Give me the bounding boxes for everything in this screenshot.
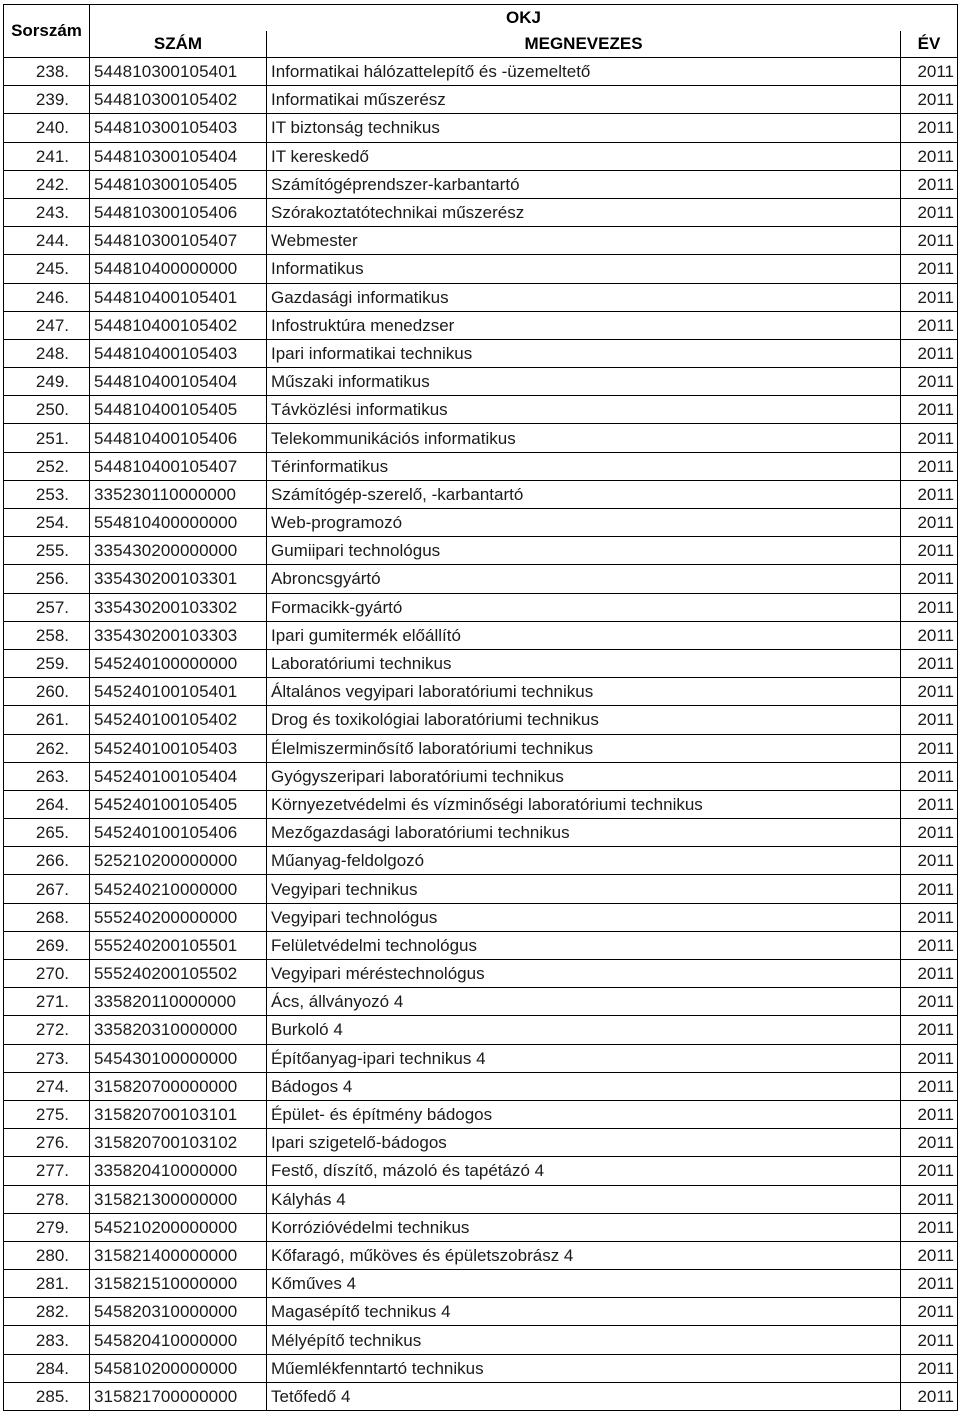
cell-szam: 315821510000000 (90, 1270, 267, 1298)
cell-megnevezes: IT biztonság technikus (267, 114, 901, 142)
cell-ev: 2011 (901, 509, 958, 537)
cell-sorszam: 257. (4, 593, 90, 621)
cell-megnevezes: Webmester (267, 227, 901, 255)
cell-megnevezes: Mélyépítő technikus (267, 1326, 901, 1354)
cell-szam: 544810300105402 (90, 86, 267, 114)
cell-sorszam: 275. (4, 1100, 90, 1128)
table-row (4, 819, 958, 847)
cell-ev: 2011 (901, 988, 958, 1016)
table-row (4, 86, 958, 114)
table-row (4, 509, 958, 537)
cell-szam: 544810400105404 (90, 368, 267, 396)
cell-megnevezes: Informatikai hálózattelepítő és -üzemeltető (267, 58, 901, 86)
table-row (4, 227, 958, 255)
cell-sorszam: 284. (4, 1354, 90, 1382)
table-row (4, 565, 958, 593)
cell-sorszam: 265. (4, 819, 90, 847)
cell-sorszam: 268. (4, 903, 90, 931)
header-szam: SZÁM (90, 31, 267, 58)
cell-megnevezes: Felületvédelmi technológus (267, 931, 901, 959)
cell-szam: 544810400105405 (90, 396, 267, 424)
cell-ev: 2011 (901, 142, 958, 170)
table-row (4, 762, 958, 790)
table-row (4, 875, 958, 903)
cell-ev: 2011 (901, 875, 958, 903)
cell-szam: 315821700000000 (90, 1382, 267, 1410)
table-row (4, 1072, 958, 1100)
cell-szam: 335430200103301 (90, 565, 267, 593)
cell-megnevezes: Gazdasági informatikus (267, 283, 901, 311)
cell-sorszam: 239. (4, 86, 90, 114)
cell-sorszam: 246. (4, 283, 90, 311)
table-row (4, 114, 958, 142)
header-sorszam: Sorszám (4, 5, 90, 58)
cell-szam: 545240100105403 (90, 734, 267, 762)
cell-sorszam: 277. (4, 1157, 90, 1185)
table-row (4, 537, 958, 565)
cell-ev: 2011 (901, 114, 958, 142)
cell-sorszam: 241. (4, 142, 90, 170)
cell-megnevezes: Vegyipari technikus (267, 875, 901, 903)
cell-megnevezes: Informatikai műszerész (267, 86, 901, 114)
cell-megnevezes: Műanyag-feldolgozó (267, 847, 901, 875)
cell-ev: 2011 (901, 537, 958, 565)
table-row (4, 988, 958, 1016)
header-okj: OKJ (90, 5, 958, 32)
cell-megnevezes: Laboratóriumi technikus (267, 649, 901, 677)
cell-megnevezes: Kőműves 4 (267, 1270, 901, 1298)
cell-ev: 2011 (901, 819, 958, 847)
cell-megnevezes: Festő, díszítő, mázoló és tapétázó 4 (267, 1157, 901, 1185)
cell-megnevezes: Mezőgazdasági laboratóriumi technikus (267, 819, 901, 847)
cell-sorszam: 263. (4, 762, 90, 790)
cell-ev: 2011 (901, 255, 958, 283)
cell-sorszam: 272. (4, 1016, 90, 1044)
cell-megnevezes: Épület- és építmény bádogos (267, 1100, 901, 1128)
cell-megnevezes: Építőanyag-ipari technikus 4 (267, 1044, 901, 1072)
table-row (4, 311, 958, 339)
cell-ev: 2011 (901, 1382, 958, 1410)
header-row-top (4, 5, 958, 32)
cell-szam: 315821400000000 (90, 1241, 267, 1269)
table-row (4, 142, 958, 170)
cell-megnevezes: IT kereskedő (267, 142, 901, 170)
cell-sorszam: 262. (4, 734, 90, 762)
table-row (4, 1354, 958, 1382)
table-row (4, 960, 958, 988)
cell-sorszam: 280. (4, 1241, 90, 1269)
cell-ev: 2011 (901, 565, 958, 593)
cell-ev: 2011 (901, 1213, 958, 1241)
cell-ev: 2011 (901, 1185, 958, 1213)
cell-megnevezes: Távközlési informatikus (267, 396, 901, 424)
table-row (4, 1016, 958, 1044)
table-body (4, 58, 958, 1411)
cell-megnevezes: Ipari szigetelő-bádogos (267, 1129, 901, 1157)
table-row (4, 1241, 958, 1269)
table-row (4, 58, 958, 86)
cell-ev: 2011 (901, 1044, 958, 1072)
cell-szam: 544810300105403 (90, 114, 267, 142)
cell-sorszam: 259. (4, 649, 90, 677)
table-row (4, 424, 958, 452)
cell-szam: 545430100000000 (90, 1044, 267, 1072)
header-ev: ÉV (901, 31, 958, 58)
cell-ev: 2011 (901, 396, 958, 424)
table-row (4, 1100, 958, 1128)
cell-sorszam: 285. (4, 1382, 90, 1410)
cell-szam: 335820410000000 (90, 1157, 267, 1185)
cell-szam: 555240200105501 (90, 931, 267, 959)
table-row (4, 706, 958, 734)
cell-ev: 2011 (901, 762, 958, 790)
okj-table (3, 4, 958, 1411)
cell-szam: 545820310000000 (90, 1298, 267, 1326)
cell-ev: 2011 (901, 960, 958, 988)
cell-sorszam: 264. (4, 790, 90, 818)
cell-sorszam: 250. (4, 396, 90, 424)
cell-megnevezes: Kőfaragó, műköves és épületszobrász 4 (267, 1241, 901, 1269)
cell-szam: 315820700103102 (90, 1129, 267, 1157)
cell-megnevezes: Web-programozó (267, 509, 901, 537)
table-row (4, 1326, 958, 1354)
cell-szam: 315820700103101 (90, 1100, 267, 1128)
cell-ev: 2011 (901, 198, 958, 226)
cell-megnevezes: Formacikk-gyártó (267, 593, 901, 621)
cell-megnevezes: Műemlékfenntartó technikus (267, 1354, 901, 1382)
cell-ev: 2011 (901, 931, 958, 959)
table-row (4, 847, 958, 875)
cell-sorszam: 266. (4, 847, 90, 875)
table-row (4, 931, 958, 959)
cell-ev: 2011 (901, 847, 958, 875)
cell-szam: 544810400105401 (90, 283, 267, 311)
table-row (4, 593, 958, 621)
table-row (4, 1382, 958, 1410)
cell-ev: 2011 (901, 1270, 958, 1298)
cell-sorszam: 267. (4, 875, 90, 903)
cell-sorszam: 243. (4, 198, 90, 226)
table-row (4, 480, 958, 508)
cell-ev: 2011 (901, 1100, 958, 1128)
cell-szam: 545240100105402 (90, 706, 267, 734)
cell-megnevezes: Ipari informatikai technikus (267, 339, 901, 367)
cell-megnevezes: Műszaki informatikus (267, 368, 901, 396)
table-row (4, 1298, 958, 1326)
cell-ev: 2011 (901, 1298, 958, 1326)
cell-sorszam: 269. (4, 931, 90, 959)
cell-ev: 2011 (901, 706, 958, 734)
cell-szam: 335230110000000 (90, 480, 267, 508)
cell-sorszam: 252. (4, 452, 90, 480)
table-row (4, 368, 958, 396)
cell-szam: 335430200103303 (90, 621, 267, 649)
cell-megnevezes: Vegyipari méréstechnológus (267, 960, 901, 988)
cell-sorszam: 276. (4, 1129, 90, 1157)
cell-ev: 2011 (901, 790, 958, 818)
cell-megnevezes: Vegyipari technológus (267, 903, 901, 931)
cell-megnevezes: Infostruktúra menedzser (267, 311, 901, 339)
cell-ev: 2011 (901, 424, 958, 452)
cell-sorszam: 282. (4, 1298, 90, 1326)
table-row (4, 255, 958, 283)
cell-szam: 544810400000000 (90, 255, 267, 283)
cell-sorszam: 283. (4, 1326, 90, 1354)
cell-sorszam: 256. (4, 565, 90, 593)
cell-sorszam: 273. (4, 1044, 90, 1072)
cell-sorszam: 238. (4, 58, 90, 86)
cell-sorszam: 253. (4, 480, 90, 508)
cell-ev: 2011 (901, 1326, 958, 1354)
table-row (4, 1185, 958, 1213)
cell-ev: 2011 (901, 452, 958, 480)
cell-ev: 2011 (901, 311, 958, 339)
cell-ev: 2011 (901, 1016, 958, 1044)
cell-ev: 2011 (901, 368, 958, 396)
cell-sorszam: 279. (4, 1213, 90, 1241)
cell-ev: 2011 (901, 170, 958, 198)
cell-szam: 545240100105404 (90, 762, 267, 790)
table-row (4, 1044, 958, 1072)
cell-megnevezes: Drog és toxikológiai laboratóriumi technikus (267, 706, 901, 734)
cell-ev: 2011 (901, 678, 958, 706)
cell-szam: 335820310000000 (90, 1016, 267, 1044)
table-row (4, 339, 958, 367)
cell-sorszam: 254. (4, 509, 90, 537)
table-row (4, 1213, 958, 1241)
table-row (4, 452, 958, 480)
table-row (4, 903, 958, 931)
cell-ev: 2011 (901, 734, 958, 762)
cell-megnevezes: Bádogos 4 (267, 1072, 901, 1100)
cell-szam: 335430200000000 (90, 537, 267, 565)
cell-megnevezes: Kályhás 4 (267, 1185, 901, 1213)
cell-sorszam: 271. (4, 988, 90, 1016)
cell-megnevezes: Tetőfedő 4 (267, 1382, 901, 1410)
cell-szam: 544810300105405 (90, 170, 267, 198)
table-row (4, 1129, 958, 1157)
cell-szam: 545240100000000 (90, 649, 267, 677)
cell-sorszam: 251. (4, 424, 90, 452)
cell-ev: 2011 (901, 227, 958, 255)
cell-ev: 2011 (901, 86, 958, 114)
cell-szam: 555240200105502 (90, 960, 267, 988)
cell-szam: 545240100105406 (90, 819, 267, 847)
cell-szam: 544810400105407 (90, 452, 267, 480)
cell-sorszam: 278. (4, 1185, 90, 1213)
cell-megnevezes: Gumiipari technológus (267, 537, 901, 565)
cell-szam: 544810300105406 (90, 198, 267, 226)
cell-megnevezes: Általános vegyipari laboratóriumi technikus (267, 678, 901, 706)
cell-sorszam: 260. (4, 678, 90, 706)
table-row (4, 734, 958, 762)
cell-sorszam: 261. (4, 706, 90, 734)
cell-ev: 2011 (901, 1129, 958, 1157)
cell-megnevezes: Informatikus (267, 255, 901, 283)
cell-szam: 545210200000000 (90, 1213, 267, 1241)
cell-szam: 544810400105403 (90, 339, 267, 367)
cell-szam: 315821300000000 (90, 1185, 267, 1213)
table-row (4, 649, 958, 677)
cell-ev: 2011 (901, 903, 958, 931)
table-row (4, 396, 958, 424)
cell-szam: 335430200103302 (90, 593, 267, 621)
cell-szam: 544810300105407 (90, 227, 267, 255)
cell-megnevezes: Szórakoztatótechnikai műszerész (267, 198, 901, 226)
table-row (4, 283, 958, 311)
cell-sorszam: 245. (4, 255, 90, 283)
cell-megnevezes: Számítógép-szerelő, -karbantartó (267, 480, 901, 508)
cell-ev: 2011 (901, 480, 958, 508)
table-row (4, 198, 958, 226)
cell-szam: 544810300105404 (90, 142, 267, 170)
cell-megnevezes: Telekommunikációs informatikus (267, 424, 901, 452)
cell-ev: 2011 (901, 339, 958, 367)
table-row (4, 170, 958, 198)
cell-szam: 545820410000000 (90, 1326, 267, 1354)
cell-szam: 335820110000000 (90, 988, 267, 1016)
cell-ev: 2011 (901, 1354, 958, 1382)
cell-megnevezes: Abroncsgyártó (267, 565, 901, 593)
cell-sorszam: 249. (4, 368, 90, 396)
cell-szam: 555240200000000 (90, 903, 267, 931)
cell-sorszam: 258. (4, 621, 90, 649)
cell-megnevezes: Korrózióvédelmi technikus (267, 1213, 901, 1241)
cell-megnevezes: Gyógyszeripari laboratóriumi technikus (267, 762, 901, 790)
cell-ev: 2011 (901, 58, 958, 86)
cell-sorszam: 247. (4, 311, 90, 339)
cell-ev: 2011 (901, 621, 958, 649)
table-row (4, 1270, 958, 1298)
cell-szam: 544810400105402 (90, 311, 267, 339)
cell-szam: 525210200000000 (90, 847, 267, 875)
cell-megnevezes: Számítógéprendszer-karbantartó (267, 170, 901, 198)
cell-szam: 545240100105405 (90, 790, 267, 818)
cell-sorszam: 240. (4, 114, 90, 142)
cell-sorszam: 244. (4, 227, 90, 255)
cell-szam: 315820700000000 (90, 1072, 267, 1100)
cell-sorszam: 248. (4, 339, 90, 367)
cell-megnevezes: Térinformatikus (267, 452, 901, 480)
cell-szam: 545240100105401 (90, 678, 267, 706)
table-row (4, 1157, 958, 1185)
table-row (4, 790, 958, 818)
cell-ev: 2011 (901, 1241, 958, 1269)
cell-szam: 545240210000000 (90, 875, 267, 903)
cell-sorszam: 242. (4, 170, 90, 198)
cell-megnevezes: Élelmiszerminősítő laboratóriumi technikus (267, 734, 901, 762)
cell-ev: 2011 (901, 283, 958, 311)
header-megnevezes: MEGNEVEZES (267, 31, 901, 58)
cell-ev: 2011 (901, 649, 958, 677)
table-header (4, 5, 958, 58)
cell-sorszam: 270. (4, 960, 90, 988)
cell-szam: 545810200000000 (90, 1354, 267, 1382)
header-row-bottom (4, 31, 958, 58)
table-row (4, 621, 958, 649)
cell-ev: 2011 (901, 593, 958, 621)
cell-sorszam: 255. (4, 537, 90, 565)
cell-megnevezes: Környezetvédelmi és vízminőségi laboratóriumi technikus (267, 790, 901, 818)
cell-megnevezes: Ipari gumitermék előállító (267, 621, 901, 649)
cell-szam: 554810400000000 (90, 509, 267, 537)
cell-ev: 2011 (901, 1072, 958, 1100)
cell-sorszam: 274. (4, 1072, 90, 1100)
table-row (4, 678, 958, 706)
cell-megnevezes: Burkoló 4 (267, 1016, 901, 1044)
cell-megnevezes: Ács, állványozó 4 (267, 988, 901, 1016)
cell-sorszam: 281. (4, 1270, 90, 1298)
cell-szam: 544810400105406 (90, 424, 267, 452)
cell-megnevezes: Magasépítő technikus 4 (267, 1298, 901, 1326)
cell-szam: 544810300105401 (90, 58, 267, 86)
cell-ev: 2011 (901, 1157, 958, 1185)
